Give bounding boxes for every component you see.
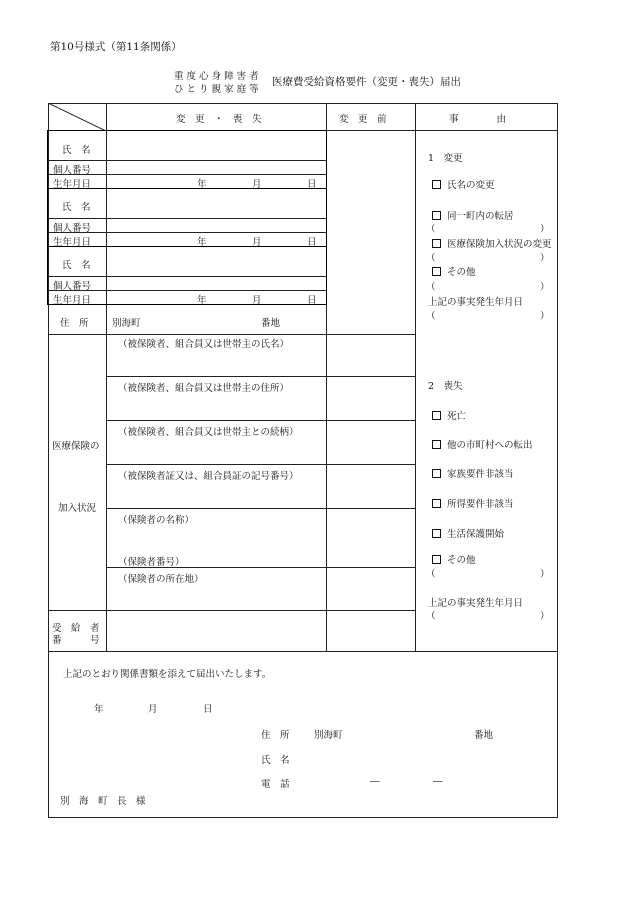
id-label-3: 個人番号 xyxy=(53,281,92,292)
reason-loss-welfare: 生活保護開始 xyxy=(432,526,504,540)
footer-day: 日 xyxy=(203,704,213,715)
address-banchi: 番地 xyxy=(261,318,281,329)
reason-paren-5: （ ） xyxy=(426,569,550,580)
recipient-label-2: 番 号 xyxy=(52,635,100,646)
checkbox[interactable] xyxy=(432,180,441,189)
address-label: 住 所 xyxy=(60,318,89,329)
year-3: 年 xyxy=(197,295,207,306)
name-label-3: 氏 名 xyxy=(62,260,91,271)
checkbox[interactable] xyxy=(432,469,441,478)
insurance-row-card-number: （被保険者証又は、組合員証の記号番号） xyxy=(118,471,299,482)
checkbox[interactable] xyxy=(432,411,441,420)
checkbox[interactable] xyxy=(432,267,441,276)
reason-change-move: 同一町内の転居 xyxy=(432,208,514,222)
name-label-2: 氏 名 xyxy=(62,202,91,213)
reason-change-date-label: 上記の事実発生年月日 xyxy=(428,297,524,308)
checkbox[interactable] xyxy=(432,555,441,564)
insurance-row-relationship: （被保険者、組合員又は世帯主との続柄） xyxy=(118,427,299,438)
month-1: 月 xyxy=(252,179,262,190)
address-town: 別海町 xyxy=(112,318,141,329)
reason-loss-moveout: 他の市町村への転出 xyxy=(432,437,533,451)
header-change-loss: 変 更 ・ 喪 失 xyxy=(176,114,262,125)
insurance-label-1: 医療保険の xyxy=(52,441,100,452)
reason-loss-other: その他 xyxy=(432,552,476,566)
insurance-row-insurer-number: （保険者番号） xyxy=(118,557,185,568)
insurance-row-insurer-name: （保険者の名称） xyxy=(118,515,195,526)
name-label-1: 氏 名 xyxy=(62,145,91,156)
addressee: 別 海 町 長 様 xyxy=(60,796,146,807)
id-label-1: 個人番号 xyxy=(53,165,92,176)
footer-month: 月 xyxy=(148,704,158,715)
footer-address-label: 住 所 xyxy=(261,730,290,741)
reason-paren-4: （ ） xyxy=(426,311,550,322)
diagonal-line xyxy=(48,103,106,131)
form-title: 医療費受給資格要件（変更・喪失）届出 xyxy=(272,76,461,88)
reason-paren-6: （ ） xyxy=(426,611,550,622)
checkbox[interactable] xyxy=(432,239,441,248)
reason-loss-income: 所得要件非該当 xyxy=(432,496,514,510)
day-2: 日 xyxy=(307,237,317,248)
header-reason: 事 由 xyxy=(449,114,507,125)
footer-year: 年 xyxy=(94,704,104,715)
insurance-row-holder-name: （被保険者、組合員又は世帯主の氏名） xyxy=(118,339,290,350)
reason-change-name: 氏名の変更 xyxy=(432,177,495,191)
insurance-label-2: 加入状況 xyxy=(58,503,97,514)
year-1: 年 xyxy=(197,179,207,190)
footer-tel-dash-1: ― xyxy=(370,776,380,787)
reason-change-other: その他 xyxy=(432,264,476,278)
dob-label-2: 生年月日 xyxy=(53,237,92,248)
reason-loss-head: 2 喪失 xyxy=(428,381,463,392)
reason-paren-2: （ ） xyxy=(426,253,550,264)
year-2: 年 xyxy=(197,237,207,248)
reason-change-head: 1 変更 xyxy=(428,153,463,164)
footer-address-banchi: 番地 xyxy=(474,730,494,741)
month-2: 月 xyxy=(252,237,262,248)
footer-tel-label: 電 話 xyxy=(261,779,290,790)
checkbox[interactable] xyxy=(432,440,441,449)
reason-loss-family: 家族要件非該当 xyxy=(432,466,514,480)
recipient-label-1: 受 給 者 xyxy=(52,623,100,634)
id-label-2: 個人番号 xyxy=(53,223,92,234)
header-before: 変 更 前 xyxy=(339,114,387,125)
insurance-row-holder-address: （被保険者、組合員又は世帯主の住所） xyxy=(118,383,290,394)
footer-address-town: 別海町 xyxy=(314,730,343,741)
reason-loss-death: 死亡 xyxy=(432,408,466,422)
form-number: 第10号様式（第11条関係） xyxy=(50,41,182,53)
footer-name-label: 氏 名 xyxy=(261,755,290,766)
month-3: 月 xyxy=(252,295,262,306)
day-3: 日 xyxy=(307,295,317,306)
dob-label-3: 生年月日 xyxy=(53,295,92,306)
footer-tel-dash-2: ― xyxy=(433,776,443,787)
day-1: 日 xyxy=(307,179,317,190)
dob-label-1: 生年月日 xyxy=(53,179,92,190)
checkbox[interactable] xyxy=(432,529,441,538)
statement: 上記のとおり関係書類を添えて届出いたします。 xyxy=(63,669,272,680)
title-line2: ひ と り 親 家 庭 等 xyxy=(174,84,259,95)
reason-change-insurance: 医療保険加入状況の変更 xyxy=(432,236,552,250)
checkbox[interactable] xyxy=(432,499,441,508)
checkbox[interactable] xyxy=(432,211,441,220)
title-line1: 重 度 心 身 障 害 者 xyxy=(174,71,259,82)
reason-loss-date-label: 上記の事実発生年月日 xyxy=(428,598,524,609)
reason-paren-3: （ ） xyxy=(426,282,550,293)
reason-paren-1: （ ） xyxy=(426,224,550,235)
insurance-row-insurer-location: （保険者の所在地） xyxy=(118,574,204,585)
